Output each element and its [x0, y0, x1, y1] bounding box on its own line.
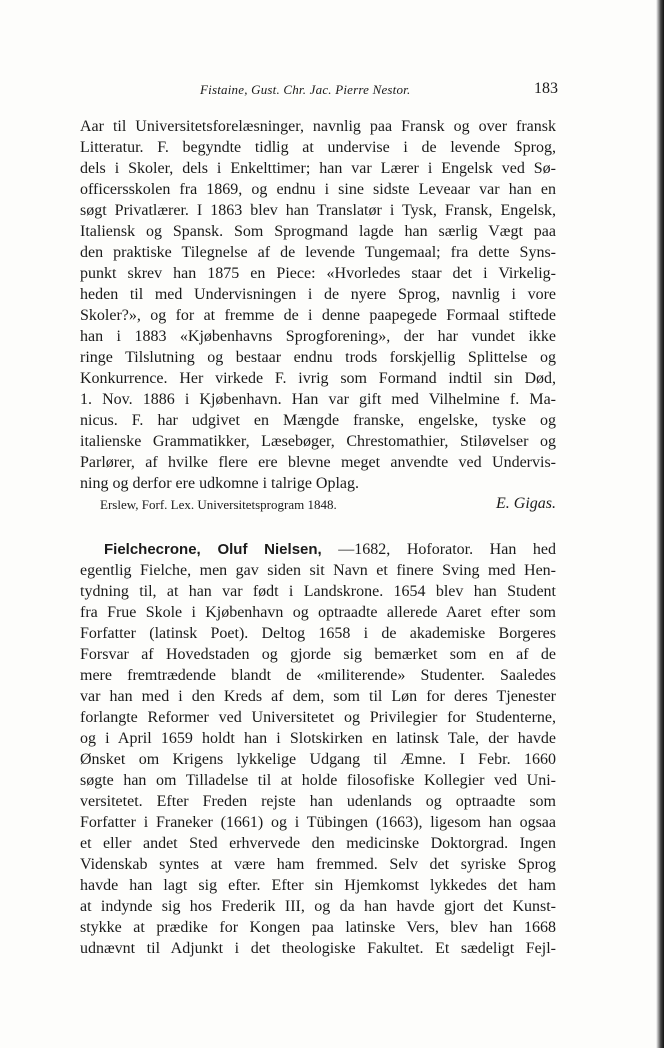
text-line: søgt Privatlærer. I 1863 blev han Translatør i Tysk, Fransk, Engelsk,	[80, 202, 556, 219]
text-line: punkt skrev han 1875 en Piece: «Hvorledes staar det i Virkelig-	[80, 265, 556, 282]
text-line: tydning til, at han var født i Landskrone. 1654 blev han Student	[80, 583, 556, 600]
text-line: stykke at prædike for Kongen paa latinske Vers, blev han 1668	[80, 919, 556, 936]
text-line: og i April 1659 holdt han i Slotskirken en latinsk Tale, der havde	[80, 730, 556, 747]
text-line: egentlig Fielche, men gav siden sit Navn et finere Sving med Hen-	[80, 562, 556, 579]
source-reference: Erslew, Forf. Lex. Universitetsprogram 1848.	[100, 497, 337, 512]
entry-first-line-rest: —1682, Hoforator. Han hed	[338, 541, 556, 558]
running-title: Fistaine, Gust. Chr. Jac. Pierre Nestor.	[200, 82, 411, 97]
text-line: dels i Skoler, dels i Enkelttimer; han var Lærer i Engelsk ved Sø-	[80, 160, 556, 177]
author-signature: E. Gigas.	[496, 495, 556, 512]
text-line: Parlører, af hvilke flere ere blevne meget anvendte ved Undervis-	[80, 454, 556, 471]
text-line: heden til med Undervisningen i de nyere Sprog, navnlig i vore	[80, 286, 556, 303]
text-line: Forsvar af Hovedstaden og gjorde sig bemærket som en af de	[80, 646, 556, 663]
text-line: officersskolen fra 1869, og endnu i sine sidste Leveaar var han en	[80, 181, 556, 198]
text-line: Forfatter i Franeker (1661) og i Tübingen (1663), ligesom han ogsaa	[80, 814, 556, 831]
text-line: Forfatter (latinsk Poet). Deltog 1658 i de akademiske Borgeres	[80, 625, 556, 642]
text-line: at indynde sig hos Frederik III, og da han havde gjort det Kunst-	[80, 898, 556, 915]
text-line: nicus. F. har udgivet en Mængde franske, engelske, tyske og	[80, 412, 556, 429]
entry-fielchecrone-body	[80, 539, 556, 959]
text-line: søgte han om Tilladelse til at holde filosofiske Kollegier ved Uni-	[80, 772, 556, 789]
text-line: et eller andet Sted erhvervede den medicinske Doktorgrad. Ingen	[80, 835, 556, 852]
entry-headword: Fielchecrone, Oluf Nielsen,	[104, 541, 322, 558]
text-line: italienske Grammatikker, Læsebøger, Chrestomathier, Stiløvelser og	[80, 433, 556, 450]
text-line: 1. Nov. 1886 i Kjøbenhavn. Han var gift med Vilhelmine f. Ma-	[80, 391, 556, 408]
text-line: var han med i den Kreds af dem, som til Løn for deres Tjenester	[80, 688, 556, 705]
text-line: udnævnt til Adjunkt i det theologiske Fakultet. Et sædeligt Fejl-	[80, 940, 556, 957]
page-header	[200, 80, 570, 104]
entry-fistaine-body	[80, 116, 556, 494]
text-line: mere fremtrædende blandt de «militerende» Studenter. Saaledes	[80, 667, 556, 684]
page-edge-shadow	[656, 0, 664, 1048]
text-line: den praktiske Tilegnelse af de levende Tungemaal; fra dette Syns-	[80, 244, 556, 261]
text-line: ringe Tilslutning og bestaar endnu trods forskjellig Splittelse og	[80, 349, 556, 366]
text-line: Litteratur. F. begyndte tidlig at undervise i de levende Sprog,	[80, 139, 556, 156]
entry-separator	[80, 517, 556, 539]
text-line: forlangte Reformer ved Universitetet og Privilegier for Studenterne,	[80, 709, 556, 726]
text-line: Konkurrence. Her virkede F. ivrig som Formand indtil sin Død,	[80, 370, 556, 387]
text-line: ning og derfor ere udkomne i talrige Oplag.	[80, 475, 360, 492]
entry-fistaine-footer	[80, 495, 556, 517]
entry-first-line	[80, 539, 556, 560]
text-line: Aar til Universitetsforelæsninger, navnlig paa Fransk og over fransk	[80, 118, 556, 135]
text-line: Italiensk og Spansk. Som Sprogmand lagde han særlig Vægt paa	[80, 223, 556, 240]
text-line: versitetet. Efter Freden rejste han udenlands og optraadte som	[80, 793, 556, 810]
page-number: 183	[534, 80, 558, 97]
text-line: Skoler?», og for at fremme de i denne paapegede Formaal stiftede	[80, 307, 556, 324]
text-line: fra Frue Skole i Kjøbenhavn og optraadte allerede Aaret efter som	[80, 604, 556, 621]
text-block	[80, 116, 556, 959]
text-line: Ønsket om Krigens lykkelige Udgang til Æmne. I Febr. 1660	[80, 751, 556, 768]
text-line: Videnskab syntes at være ham fremmed. Selv det syriske Sprog	[80, 856, 556, 873]
text-line: havde han lagt sig efter. Efter sin Hjemkomst lykkedes det ham	[80, 877, 556, 894]
text-line: han i 1883 «Kjøbenhavns Sprogforening», der har vundet ikke	[80, 328, 556, 345]
